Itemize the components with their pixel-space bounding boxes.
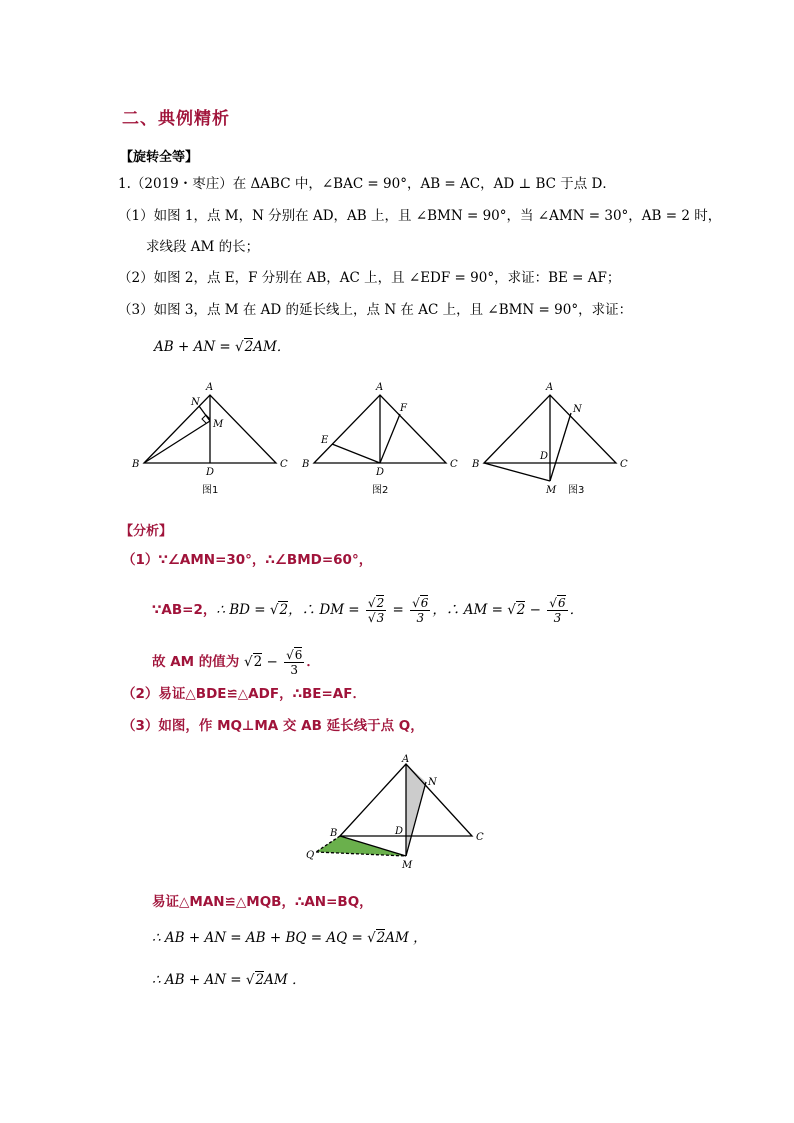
figure-3 — [484, 395, 616, 481]
problem-stem — [118, 174, 616, 194]
problem-number: 1. — [118, 176, 131, 192]
analysis-line-8: ∴ AB + AN = √2AM ． — [152, 972, 306, 988]
fig2-label-d: D — [376, 467, 385, 478]
figure-2 — [314, 395, 446, 463]
fig2-label-f: F — [400, 403, 407, 414]
analysis-figure — [300, 752, 500, 877]
analysis-line-6: 易证△MAN≌△MQB，∴AN=BQ， — [152, 894, 373, 910]
fig1-caption: 图1 — [202, 485, 219, 496]
fig1-nm — [199, 406, 210, 421]
fig3-label-d: D — [540, 451, 549, 462]
shade-green-triangle — [316, 836, 406, 856]
analysis-label-q: Q — [306, 850, 315, 861]
problem-stem-text: 在 ΔABC 中，∠BAC = 90°，AB = AC，AD ⊥ BC 于点 D． — [232, 176, 616, 192]
problem-part3-a: （3）如图 3，点 M 在 AD 的延长线上，点 N 在 AC 上，且 ∠BMN = 90°，求证： — [118, 302, 633, 318]
fig3-bm — [484, 463, 550, 481]
problem-part1-a: （1）如图 1，点 M，N 分别在 AD，AB 上，且 ∠BMN = 90°，当 ∠AMN = 30°，AB = 2 时， — [118, 208, 722, 224]
problem-part2: （2）如图 2，点 E，F 分别在 AB，AC 上，且 ∠EDF = 90°，求证：BE = AF； — [118, 270, 621, 286]
fig1-bm — [144, 421, 210, 463]
problem-part3-b — [154, 337, 290, 357]
sqrt-symbol: √2 — [235, 339, 254, 355]
figure-1 — [144, 395, 276, 463]
analysis-line-3: 故 AM 的值为 √2 − $\frac{√6}{3}$ ． — [152, 648, 320, 677]
fig1-label-c: C — [280, 459, 288, 470]
fig3-label-n: N — [573, 404, 582, 415]
analysis-line-7: ∴ AB + AN = AB + BQ = AQ = √2AM ， — [152, 930, 427, 946]
section-title: 二、典例精析 — [122, 109, 230, 129]
part3-right: AM． — [253, 339, 291, 355]
fig2-label-c: C — [450, 459, 458, 470]
fig1-label-m: M — [213, 419, 224, 430]
fig2-label-a: A — [376, 382, 384, 393]
fig3-label-m: M — [546, 485, 557, 496]
fig2-caption: 图2 — [372, 485, 389, 496]
fig3-label-a: A — [546, 382, 554, 393]
analysis-label-a: A — [402, 754, 410, 765]
fig3-caption: 图3 — [568, 485, 585, 496]
fig2-label-b: B — [302, 459, 310, 470]
problem-part1-b: 求线段 AM 的长； — [146, 239, 260, 255]
fig1-label-b: B — [132, 459, 140, 470]
analysis-label-m: M — [402, 860, 413, 871]
problem-source: （2019・枣庄） — [130, 176, 233, 192]
fig1-label-a: A — [206, 382, 214, 393]
analysis-label-n: N — [428, 777, 437, 788]
analysis-line-1: （1）∵∠AMN=30°，∴∠BMD=60°， — [122, 552, 373, 568]
fig3-label-c: C — [620, 459, 628, 470]
analysis-line-4: （2）易证△BDE≌△ADF，∴BE=AF． — [122, 686, 366, 702]
analysis-line-5: （3）如图，作 MQ⊥MA 交 AB 延长线于点 Q， — [122, 718, 424, 734]
analysis-tag: 【分析】 — [120, 524, 173, 539]
part3-left: AB + AN = — [154, 339, 236, 355]
fig1-label-d: D — [206, 467, 215, 478]
shade-gray-triangle — [406, 764, 426, 856]
fig2-ed — [332, 444, 380, 463]
category-tag: 【旋转全等】 — [120, 150, 199, 165]
analysis-label-c: C — [476, 832, 484, 843]
fig3-mn — [550, 413, 571, 481]
fig2-df — [380, 414, 400, 463]
analysis-label-d: D — [395, 826, 404, 837]
analysis-line-2: ∵AB=2，∴ BD = √2，∴ DM = $\frac{√2}{√3}$ = $\frac{√6}{3}$ ，∴ AM = √2 − $\frac{√6}{3}$ ． — [152, 596, 584, 625]
fig2-label-e: E — [321, 435, 329, 446]
fig3-label-b: B — [472, 459, 480, 470]
fig1-label-n: N — [191, 397, 200, 408]
figures-row — [120, 375, 640, 500]
analysis-label-b: B — [330, 828, 338, 839]
